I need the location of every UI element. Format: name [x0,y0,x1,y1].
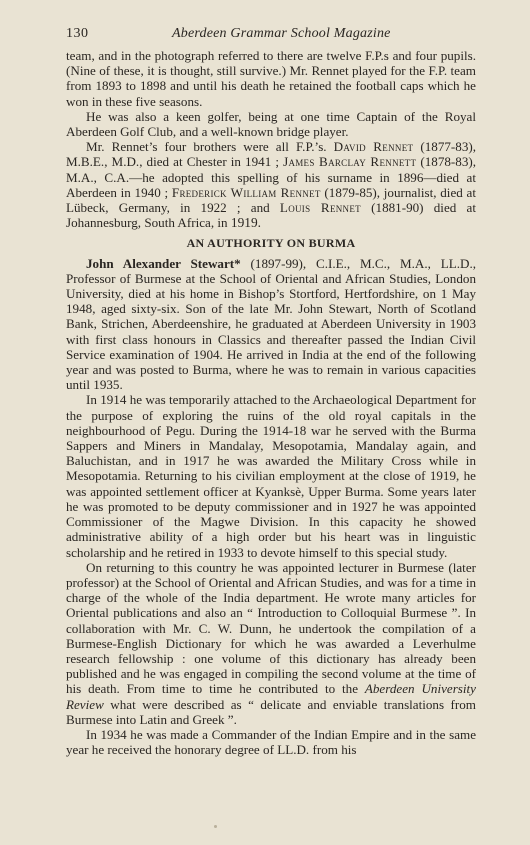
magazine-title: Aberdeen Grammar School Magazine [172,26,391,41]
paragraph-football [66,48,476,109]
paragraph-honours [66,727,476,757]
subject-name: John Alexander Stewart* [86,255,241,271]
person-name: David Rennet [333,139,414,155]
paragraph-scholarship [66,560,476,727]
paragraph-text: team, and in the photograph referred to there are twelve F.P.s and four pupils. (Nine of these, it is thought, still survive.) Mr. Rennet played for the F.P. team from 1893 to 1898 and until his death he retained the football caps which he won in these five seasons. [66,48,476,109]
paragraph-text: In 1914 he was temporarily attached to the Archaeological Department for the purpose of exploring the ruins of the old royal capitals in the neighbourhood of Pegu. During the 1914-18 war he served with the Burma Sappers and Miners in Mandalay, Mesopotamia, Mandalay again, and Baluchistan, and in 1917 he was awarded the Military Cross while in Mesopotamia. Returning to his civilian employment at the close of 1919, he was appointed settlement officer at Kyanksè, Upper Burma. Some years later he was promoted to be deputy commissioner and in 1927 he was appointed Commissioner of the Magwe Division. In this capacity he showed administrative ability of a high order but his heart was in linguistic scholarship and he retired in 1933 to devote himself to this special study. [66,392,476,560]
paragraph-career [66,392,476,559]
paragraph-text: (1878-83), M.A., C.A.—he adopted this spelling of his surname in 1896—died at Aberdeen in 1940 ; [66,154,476,200]
paragraph-stewart-intro [66,256,476,393]
paragraph-text: On returning to this country he was appointed lecturer in Burmese (later professor) at the School of Oriental and African Studies, and was for a time in charge of the whole of the India department. He wrote many articles for Oriental publications and also an “ Introduction to Colloquial Burmese ”. In collaboration with Mr. C. W. Dunn, he undertook the compilation of a Burmese-English Dictionary for which he was awarded a Leverhulme research fellowship : one volume of this dictionary has already been published and he was engaged in compiling the second volume at the time of his death. From time to time he contributed to the [66,559,476,697]
paragraph-text: In 1934 he was made a Commander of the Indian Empire and in the same year he received the honorary degree of LL.D. from his [66,726,476,758]
paragraph-text: (1881-90) died at Johannesburg, South Africa, in [66,200,476,231]
paragraph-golf [66,109,476,139]
journal-title: Aberdeen University Review [66,681,476,712]
running-header [66,26,476,46]
paragraph-text: what were described as “ delicate and enviable translations from Burmese into Latin and Greek ”. [66,696,476,727]
paragraph-text: Mr. Rennet’s four brothers were all F.P.’s. [86,139,327,155]
paragraph-brothers [66,139,476,230]
paper-speck [214,825,217,828]
section-heading: AN AUTHORITY ON BURMA [186,236,356,251]
year-text: 1919. [230,215,262,231]
paragraph-text: He was also a keen golfer, being at one time Captain of the Royal Aberdeen Golf Club, and a well-known bridge player. [66,108,476,140]
paragraph-text: (1897-99), C.I.E., M.C., M.A., LL.D., Professor of Burmese at the School of Oriental and African Studies, London University, died at his home in Bishop’s Stortford, Hertfordshire, on 1 May 1948, aged sixty-six. Son of the late Mr. John Stewart, North of Scotland Bank, Strichen, Aberdeenshire, he graduated at Aberdeen University in 1903 with first class honours in Classics and thereafter passed the Indian Civil Service examination of 1904. He arrived in India at the end of the following year and was posted to Burma, where he was to remain in various capacities until 1935. [66,255,477,393]
paragraph-text: (1877-83), M.B.E., M.D., died at Chester in 1941 ; [66,139,476,170]
person-name: Louis Rennet [279,200,361,216]
person-name: Frederick William Rennet [171,184,321,200]
article-body [66,48,476,757]
page-number: 130 [66,26,89,41]
paragraph-text: (1879-85), journalist, died at Lübeck, Germany, in 1922 ; and [66,184,476,216]
person-name: James Barclay Rennett [283,154,417,170]
